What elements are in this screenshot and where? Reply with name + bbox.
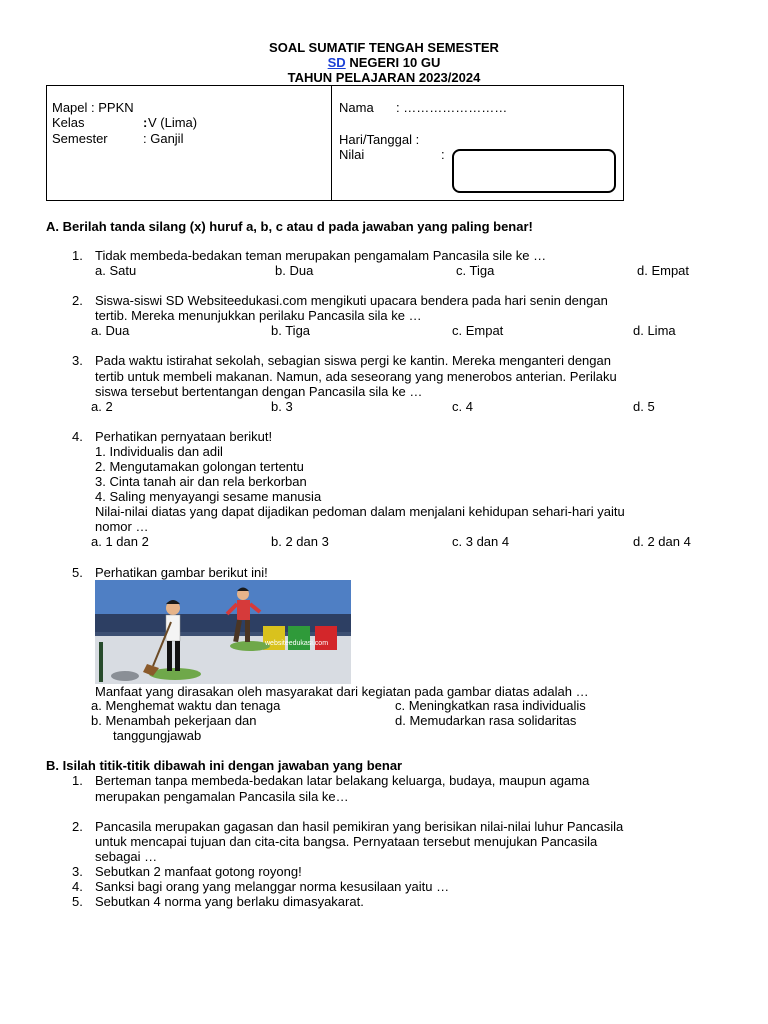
mapel-field: Mapel : PPKN: [52, 100, 134, 115]
illustration-watermark: websiteedukasi.com: [265, 640, 329, 647]
q3-text-line3: siswa tersebut bertentangan dengan Pancasila sila ke …: [95, 384, 423, 399]
q4-text-line2: nomor …: [95, 519, 149, 534]
identity-box-divider: [331, 85, 332, 201]
b2-text-line1: Pancasila merupakan gagasan dan hasil pemikiran yang berisikan nilai-nilai luhur Pancasila: [95, 819, 624, 834]
q3-option-c[interactable]: c. 4: [452, 399, 473, 414]
q5-intro: Perhatikan gambar berikut ini!: [95, 565, 268, 580]
b3-text: Sebutkan 2 manfaat gotong royong!: [95, 864, 302, 879]
nilai-label: Nilai: [339, 147, 365, 162]
q2-number: 2.: [72, 293, 83, 308]
b1-number: 1.: [72, 773, 83, 788]
b4-text: Sanksi bagi orang yang melanggar norma kesusilaan yaitu …: [95, 879, 450, 894]
q1-option-d[interactable]: d. Empat: [637, 263, 690, 278]
section-b-heading: B. Isilah titik-titik dibawah ini dengan jawaban yang benar: [46, 758, 403, 773]
b2-text-line3: sebagai …: [95, 849, 158, 864]
q3-number: 3.: [72, 353, 83, 368]
q1-option-c[interactable]: c. Tiga: [456, 263, 495, 278]
nama-label: Nama: [339, 100, 374, 115]
b5-text: Sebutkan 4 norma yang berlaku dimasyakarat.: [95, 894, 364, 909]
header-school: [0, 55, 768, 70]
q1-option-b[interactable]: b. Dua: [275, 263, 314, 278]
q5-number: 5.: [72, 565, 83, 580]
header-school-rest: NEGERI 10 GU: [345, 55, 441, 70]
q2-option-d[interactable]: d. Lima: [633, 323, 676, 338]
q4-statement-3: 3. Cinta tanah air dan rela berkorban: [95, 474, 307, 489]
q5-option-b[interactable]: b. Menambah pekerjaan dan: [91, 713, 257, 728]
q1-option-a[interactable]: a. Satu: [95, 263, 137, 278]
q5-option-d[interactable]: d. Memudarkan rasa solidaritas: [395, 713, 577, 728]
q4-text-line1: Nilai-nilai diatas yang dapat dijadikan pedoman dalam menjalani kehidupan sehari-hari yaitu: [95, 504, 625, 519]
kelas-label: Kelas: [52, 115, 85, 130]
q3-option-a[interactable]: a. 2: [91, 399, 113, 414]
q4-option-b[interactable]: b. 2 dan 3: [271, 534, 329, 549]
q2-option-c[interactable]: c. Empat: [452, 323, 504, 338]
q2-text-line2: tertib. Mereka menunjukkan perilaku Pancasila sila ke …: [95, 308, 422, 323]
semester-value: : Ganjil: [143, 131, 184, 146]
b1-text-line1: Berteman tanpa membeda-bedakan latar belakang keluarga, budaya, maupun agama: [95, 773, 590, 788]
header-title: SOAL SUMATIF TENGAH SEMESTER: [269, 40, 499, 55]
q1-text: Tidak membeda-bedakan teman merupakan pengamalam Pancasila sile ke …: [95, 248, 547, 263]
q4-statement-2: 2. Mengutamakan golongan tertentu: [95, 459, 304, 474]
q5-option-a[interactable]: a. Menghemat waktu dan tenaga: [91, 698, 281, 713]
q2-text-line1: Siswa-siswi SD Websiteedukasi.com mengikuti upacara bendera pada hari senin dengan: [95, 293, 608, 308]
kelas-sep: :: [143, 115, 148, 130]
nilai-box[interactable]: [452, 149, 616, 193]
b2-number: 2.: [72, 819, 83, 834]
b3-number: 3.: [72, 864, 83, 879]
b4-number: 4.: [72, 879, 83, 894]
q2-option-b[interactable]: b. Tiga: [271, 323, 311, 338]
q4-intro: Perhatikan pernyataan berikut!: [95, 429, 273, 444]
b2-text-line2: untuk mencapai tujuan dan cita-cita bangsa. Pernyataan tersebut menujukan Pancasila: [95, 834, 598, 849]
b1-text-line2: merupakan pengamalan Pancasila sila ke…: [95, 789, 349, 804]
b5-number: 5.: [72, 894, 83, 909]
q5-option-c[interactable]: c. Meningkatkan rasa individualis: [395, 698, 586, 713]
q5-option-b-cont: tanggungjawab: [113, 728, 202, 743]
sd-link[interactable]: SD: [327, 55, 346, 70]
q2-option-a[interactable]: a. Dua: [91, 323, 130, 338]
q4-statement-4: 4. Saling menyayangi sesame manusia: [95, 489, 322, 504]
nama-value[interactable]: : ……………………: [396, 100, 508, 115]
hari-tanggal-label: Hari/Tanggal :: [339, 132, 420, 147]
q5-question: Manfaat yang dirasakan oleh masyarakat dari kegiatan pada gambar diatas adalah …: [95, 684, 589, 699]
header-year: TAHUN PELAJARAN 2023/2024: [287, 70, 481, 85]
q4-statement-1: 1. Individualis dan adil: [95, 444, 223, 459]
q3-option-d[interactable]: d. 5: [633, 399, 655, 414]
section-a-heading: A. Berilah tanda silang (x) huruf a, b, c atau d pada jawaban yang paling benar!: [46, 219, 533, 234]
kelas-value: V (Lima): [148, 115, 198, 130]
gotong-royong-illustration: [95, 580, 351, 684]
q4-option-a[interactable]: a. 1 dan 2: [91, 534, 149, 549]
semester-label: Semester: [52, 131, 108, 146]
nilai-sep: :: [441, 147, 445, 162]
q4-option-d[interactable]: d. 2 dan 4: [633, 534, 691, 549]
q3-text-line1: Pada waktu istirahat sekolah, sebagian siswa pergi ke kantin. Mereka menganteri dengan: [95, 353, 611, 368]
q4-option-c[interactable]: c. 3 dan 4: [452, 534, 510, 549]
q3-text-line2: tertib untuk membeli makanan. Namun, ada seseorang yang menerobos anterian. Perilaku: [95, 369, 617, 384]
q4-number: 4.: [72, 429, 83, 444]
q3-option-b[interactable]: b. 3: [271, 399, 293, 414]
q1-number: 1.: [72, 248, 83, 263]
